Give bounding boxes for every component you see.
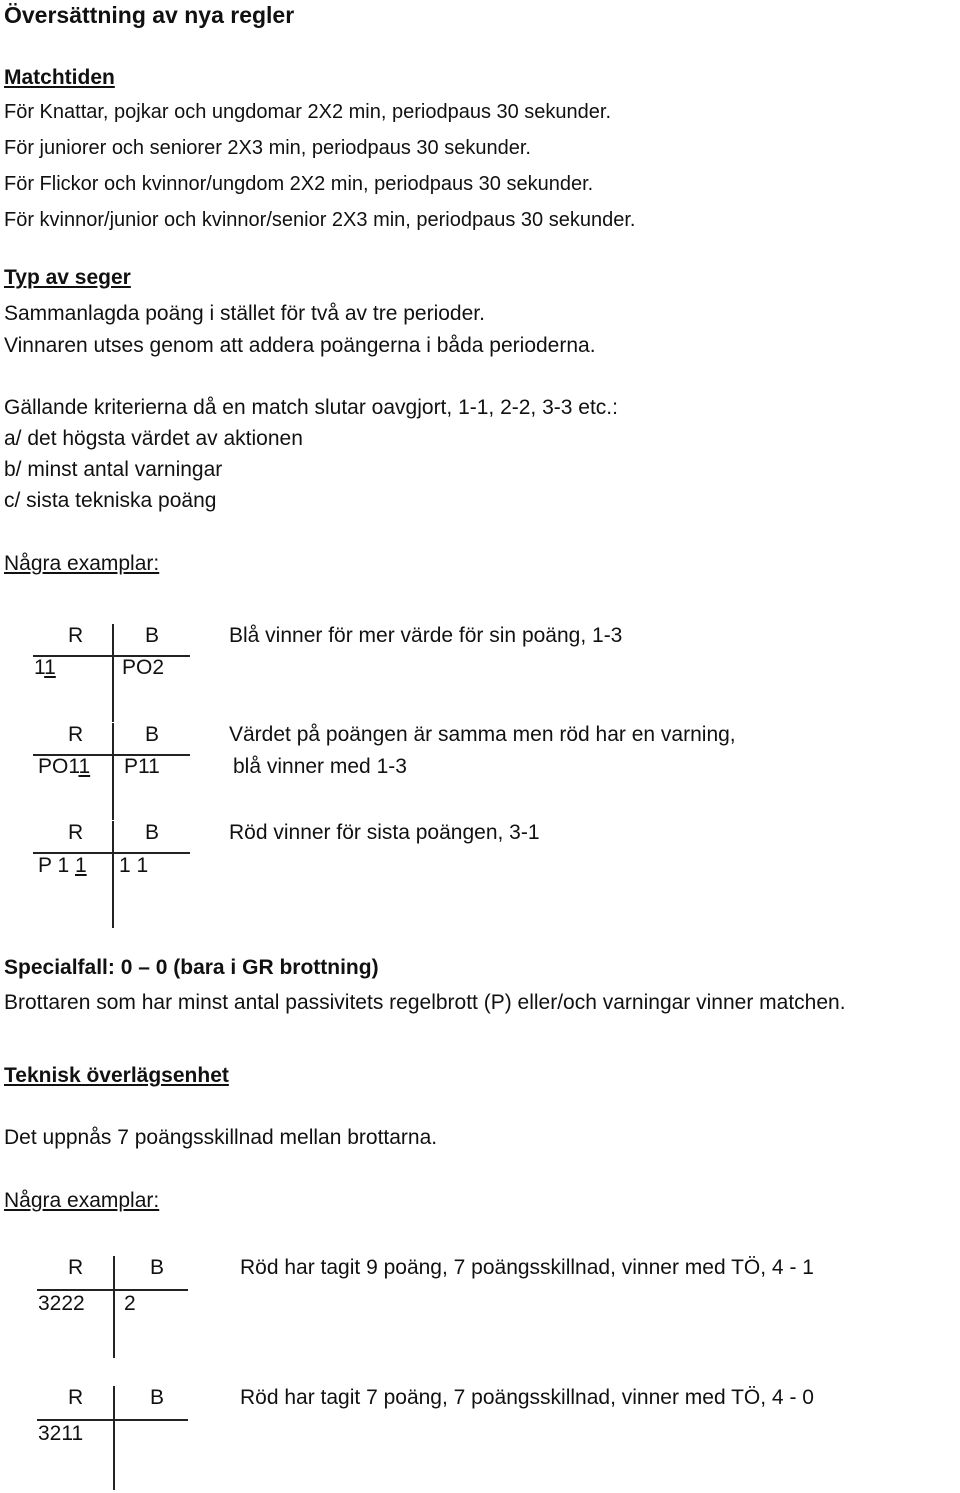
red-score: 3222: [38, 1292, 85, 1315]
example-description: Röd vinner för sista poängen, 3-1: [229, 821, 540, 844]
blue-label: B: [145, 821, 160, 844]
example-description: Värdet på poängen är samma men röd har en varning,: [229, 723, 736, 746]
example-description: Blå vinner för mer värde för sin poäng, 1-3: [229, 624, 623, 647]
section-heading-matchtiden: Matchtiden: [4, 66, 115, 89]
red-label: R: [68, 624, 84, 647]
section-heading-typ-av-seger: Typ av seger: [4, 266, 131, 289]
red-score: 3211: [38, 1422, 84, 1445]
blue-label: B: [150, 1256, 165, 1279]
blue-label: B: [145, 624, 160, 647]
matchtiden-line: För Flickor och kvinnor/ungdom 2X2 min, periodpaus 30 sekunder.: [4, 173, 594, 195]
blue-label: B: [150, 1386, 165, 1409]
score-table-divider: [112, 723, 114, 820]
teknisk-text: Det uppnås 7 poängsskillnad mellan brottarna.: [4, 1126, 438, 1149]
specialfall-heading: Specialfall: 0 – 0 (bara i GR brottning): [4, 956, 379, 979]
blue-score: 2: [124, 1292, 136, 1315]
matchtiden-line: För Knattar, pojkar och ungdomar 2X2 min, periodpaus 30 sekunder.: [4, 101, 612, 123]
blue-score: PO2: [122, 656, 165, 679]
red-label: R: [68, 723, 84, 746]
red-score: PO11: [38, 755, 91, 778]
red-label: R: [68, 821, 84, 844]
matchtiden-line: För kvinnor/junior och kvinnor/senior 2X3 min, periodpaus 30 sekunder.: [4, 209, 636, 231]
score-table-divider: [112, 624, 114, 722]
typ-av-seger-line: Vinnaren utses genom att addera poängerna i båda perioderna.: [4, 334, 596, 357]
example-description: blå vinner med 1-3: [233, 755, 407, 778]
criteria-intro: Gällande kriterierna då en match slutar oavgjort, 1-1, 2-2, 3-3 etc.:: [4, 396, 618, 419]
blue-score: 1 1: [119, 854, 149, 877]
red-label: R: [68, 1386, 84, 1409]
score-table-divider: [113, 1256, 115, 1358]
section-heading-teknisk: Teknisk överlägsenhet: [4, 1064, 229, 1087]
criteria-item: b/ minst antal varningar: [4, 458, 223, 481]
matchtiden-line: För juniorer och seniorer 2X3 min, periodpaus 30 sekunder.: [4, 137, 531, 159]
examples-heading: Några examplar:: [4, 1189, 160, 1212]
examples-heading: Några examplar:: [4, 552, 160, 575]
blue-label: B: [145, 723, 160, 746]
red-score: 11: [34, 656, 56, 679]
example-description: Röd har tagit 9 poäng, 7 poängsskillnad, vinner med TÖ, 4 - 1: [240, 1256, 814, 1279]
specialfall-text: Brottaren som har minst antal passivitets regelbrott (P) eller/och varningar vinner matchen.: [4, 991, 846, 1014]
criteria-item: c/ sista tekniska poäng: [4, 489, 217, 512]
red-label: R: [68, 1256, 84, 1279]
criteria-item: a/ det högsta värdet av aktionen: [4, 427, 303, 450]
blue-score: P11: [124, 755, 160, 778]
page-title: Översättning av nya regler: [4, 2, 295, 28]
score-table-divider: [113, 1386, 115, 1490]
typ-av-seger-line: Sammanlagda poäng i stället för två av tre perioder.: [4, 302, 485, 325]
example-description: Röd har tagit 7 poäng, 7 poängsskillnad, vinner med TÖ, 4 - 0: [240, 1386, 814, 1409]
score-table-divider: [112, 821, 114, 928]
red-score: P 1 1: [38, 854, 87, 877]
